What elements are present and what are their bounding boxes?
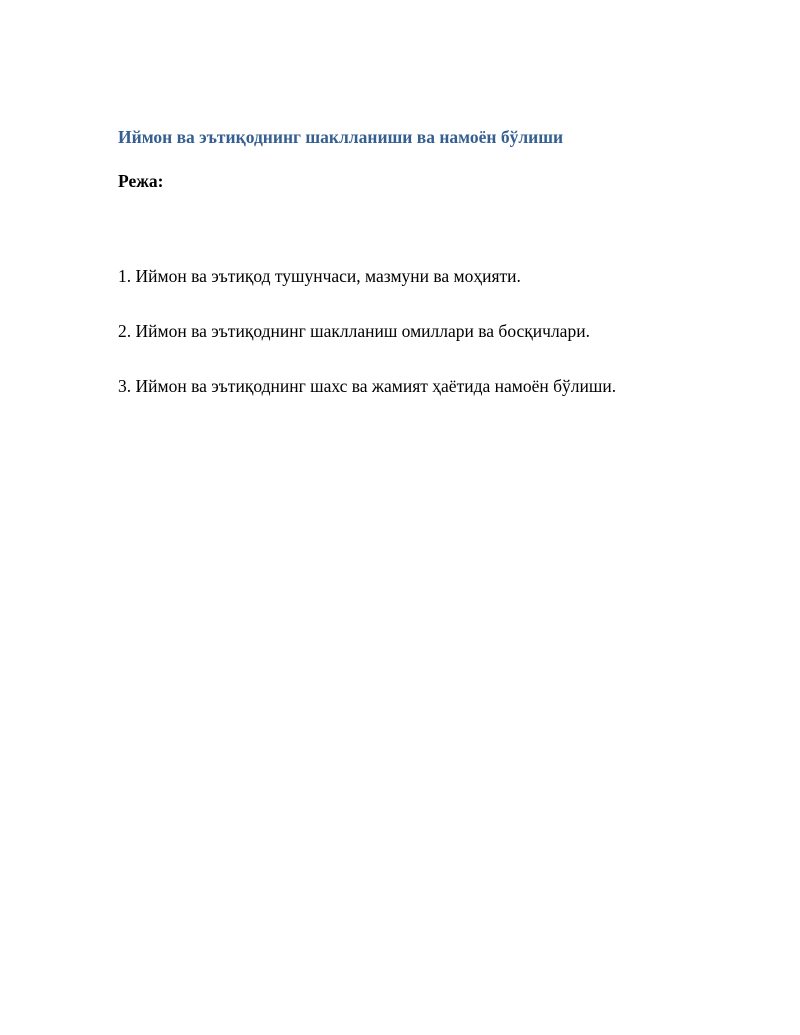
plan-heading: Режа: bbox=[118, 171, 164, 191]
document-title: Иймон ва эътиқоднинг шаклланиши ва намоён бўлиши bbox=[118, 127, 564, 147]
plan-item-1: 1. Иймон ва эътиқод тушунчаси, мазмуни ва моҳияти. bbox=[118, 266, 521, 286]
plan-item-2: 2. Иймон ва эътиқоднинг шаклланиш омиллари ва босқичлари. bbox=[118, 321, 590, 341]
plan-item-3: 3. Иймон ва эътиқоднинг шахс ва жамият ҳаётида намоён бўлиши. bbox=[118, 376, 617, 396]
